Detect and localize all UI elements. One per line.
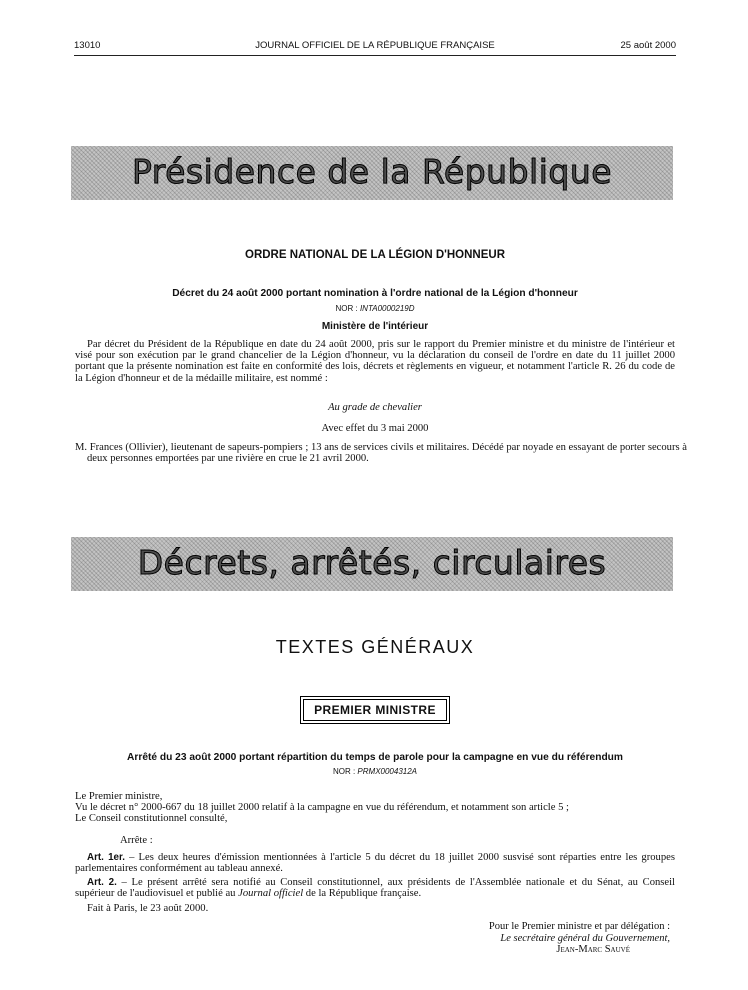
preamble	[75, 791, 675, 825]
article-1-text: – Les deux heures d'émission mentionnées à l'article 5 du décret du 18 juillet 2000 susvisé sont réparties entre les groupes parlementaires conformément au tableau annexé.	[75, 852, 675, 875]
order-heading: ORDRE NATIONAL DE LA LÉGION D'HONNEUR	[245, 249, 505, 261]
signature-line-1: Pour le Premier ministre et par délégation :	[488, 921, 670, 932]
article-2-label: Art. 2.	[87, 877, 117, 888]
arrete-word: Arrête :	[120, 835, 153, 846]
signature-block	[400, 921, 670, 956]
header-rule	[74, 55, 676, 56]
grade-line: Au grade de chevalier	[328, 402, 422, 413]
decree-nor-label: NOR :	[335, 304, 360, 313]
page-header	[74, 40, 676, 54]
ministry-interior: Ministère de l'intérieur	[321, 321, 429, 332]
decree-body: Par décret du Président de la République en date du 24 août 2000, pris sur le rapport du Premier ministre et du ministre de l'intérieur et visé pour son exécution par le grand chancelier de la Légion d'honneur, vu la déclaration du conseil de l'ordre en date du 11 juillet 2000 portant que la présente nomination est faite en conformité des lois, décrets et règlements en vigueur, et notamment l'article R. 26 du code de la Légion d'honneur et de la médaille militaire, est nommé :	[75, 339, 675, 384]
banner-presidence-text: Présidence de la République	[131, 152, 613, 191]
journal-title: JOURNAL OFFICIEL DE LA RÉPUBLIQUE FRANÇAISE	[255, 40, 495, 51]
signatory-name: Jean-Marc Sauvé	[556, 944, 630, 955]
nominee-entry: M. Frances (Ollivier), lieutenant de sapeurs-pompiers ; 13 ans de services civils et militaires. Décédé par noyade en essayant de porter secours à deux personnes emportées par une rivière en crue le 21 avril 2000.	[75, 442, 687, 465]
page-number: 13010	[74, 40, 101, 51]
decree-title: Décret du 24 août 2000 portant nomination à l'ordre national de la Légion d'honneur	[172, 288, 578, 299]
decree-nor-code: INTA0000219D	[359, 304, 415, 313]
done-at: Fait à Paris, le 23 août 2000.	[87, 903, 209, 914]
arrete-nor-label: NOR :	[332, 767, 358, 776]
textes-generaux-heading: TEXTES GÉNÉRAUX	[275, 637, 475, 657]
preamble-line: Le Premier ministre,	[75, 791, 163, 802]
decree-nor	[74, 304, 676, 313]
ministry-box-label: PREMIER MINISTRE	[303, 699, 447, 721]
arrete-title: Arrêté du 23 août 2000 portant répartition du temps de parole pour la campagne en vue du référendum	[127, 752, 623, 763]
signature-line-2: Le secrétaire général du Gouvernement,	[500, 932, 670, 944]
article-1-label: Art. 1er.	[87, 852, 125, 863]
article-2-journal: Journal officiel	[238, 888, 304, 900]
arrete-nor	[74, 767, 676, 776]
article-2-text-b: de la République française.	[303, 888, 422, 900]
article-1	[75, 852, 675, 874]
arrete-nor-code: PRMX0004312A	[357, 767, 418, 776]
issue-date: 25 août 2000	[620, 40, 676, 51]
effect-line: Avec effet du 3 mai 2000	[321, 423, 429, 434]
preamble-line: Vu le décret n° 2000-667 du 18 juillet 2000 relatif à la campagne en vue du référendum, et notamment son article 5 ;	[75, 802, 569, 814]
article-2	[75, 877, 675, 899]
banner-decrets-text: Décrets, arrêtés, circulaires	[137, 543, 607, 582]
banner-decrets	[71, 537, 673, 591]
article-2-text-a: – Le présent arrêté sera notifié au Conseil constitutionnel, aux présidents de l'Assemblée nationale et du Sénat, au Conseil supérieur de l'audiovisuel et publié au	[75, 877, 675, 900]
preamble-line: Le Conseil constitutionnel consulté,	[75, 813, 228, 825]
banner-presidence	[71, 146, 673, 200]
ministry-box	[74, 696, 676, 724]
